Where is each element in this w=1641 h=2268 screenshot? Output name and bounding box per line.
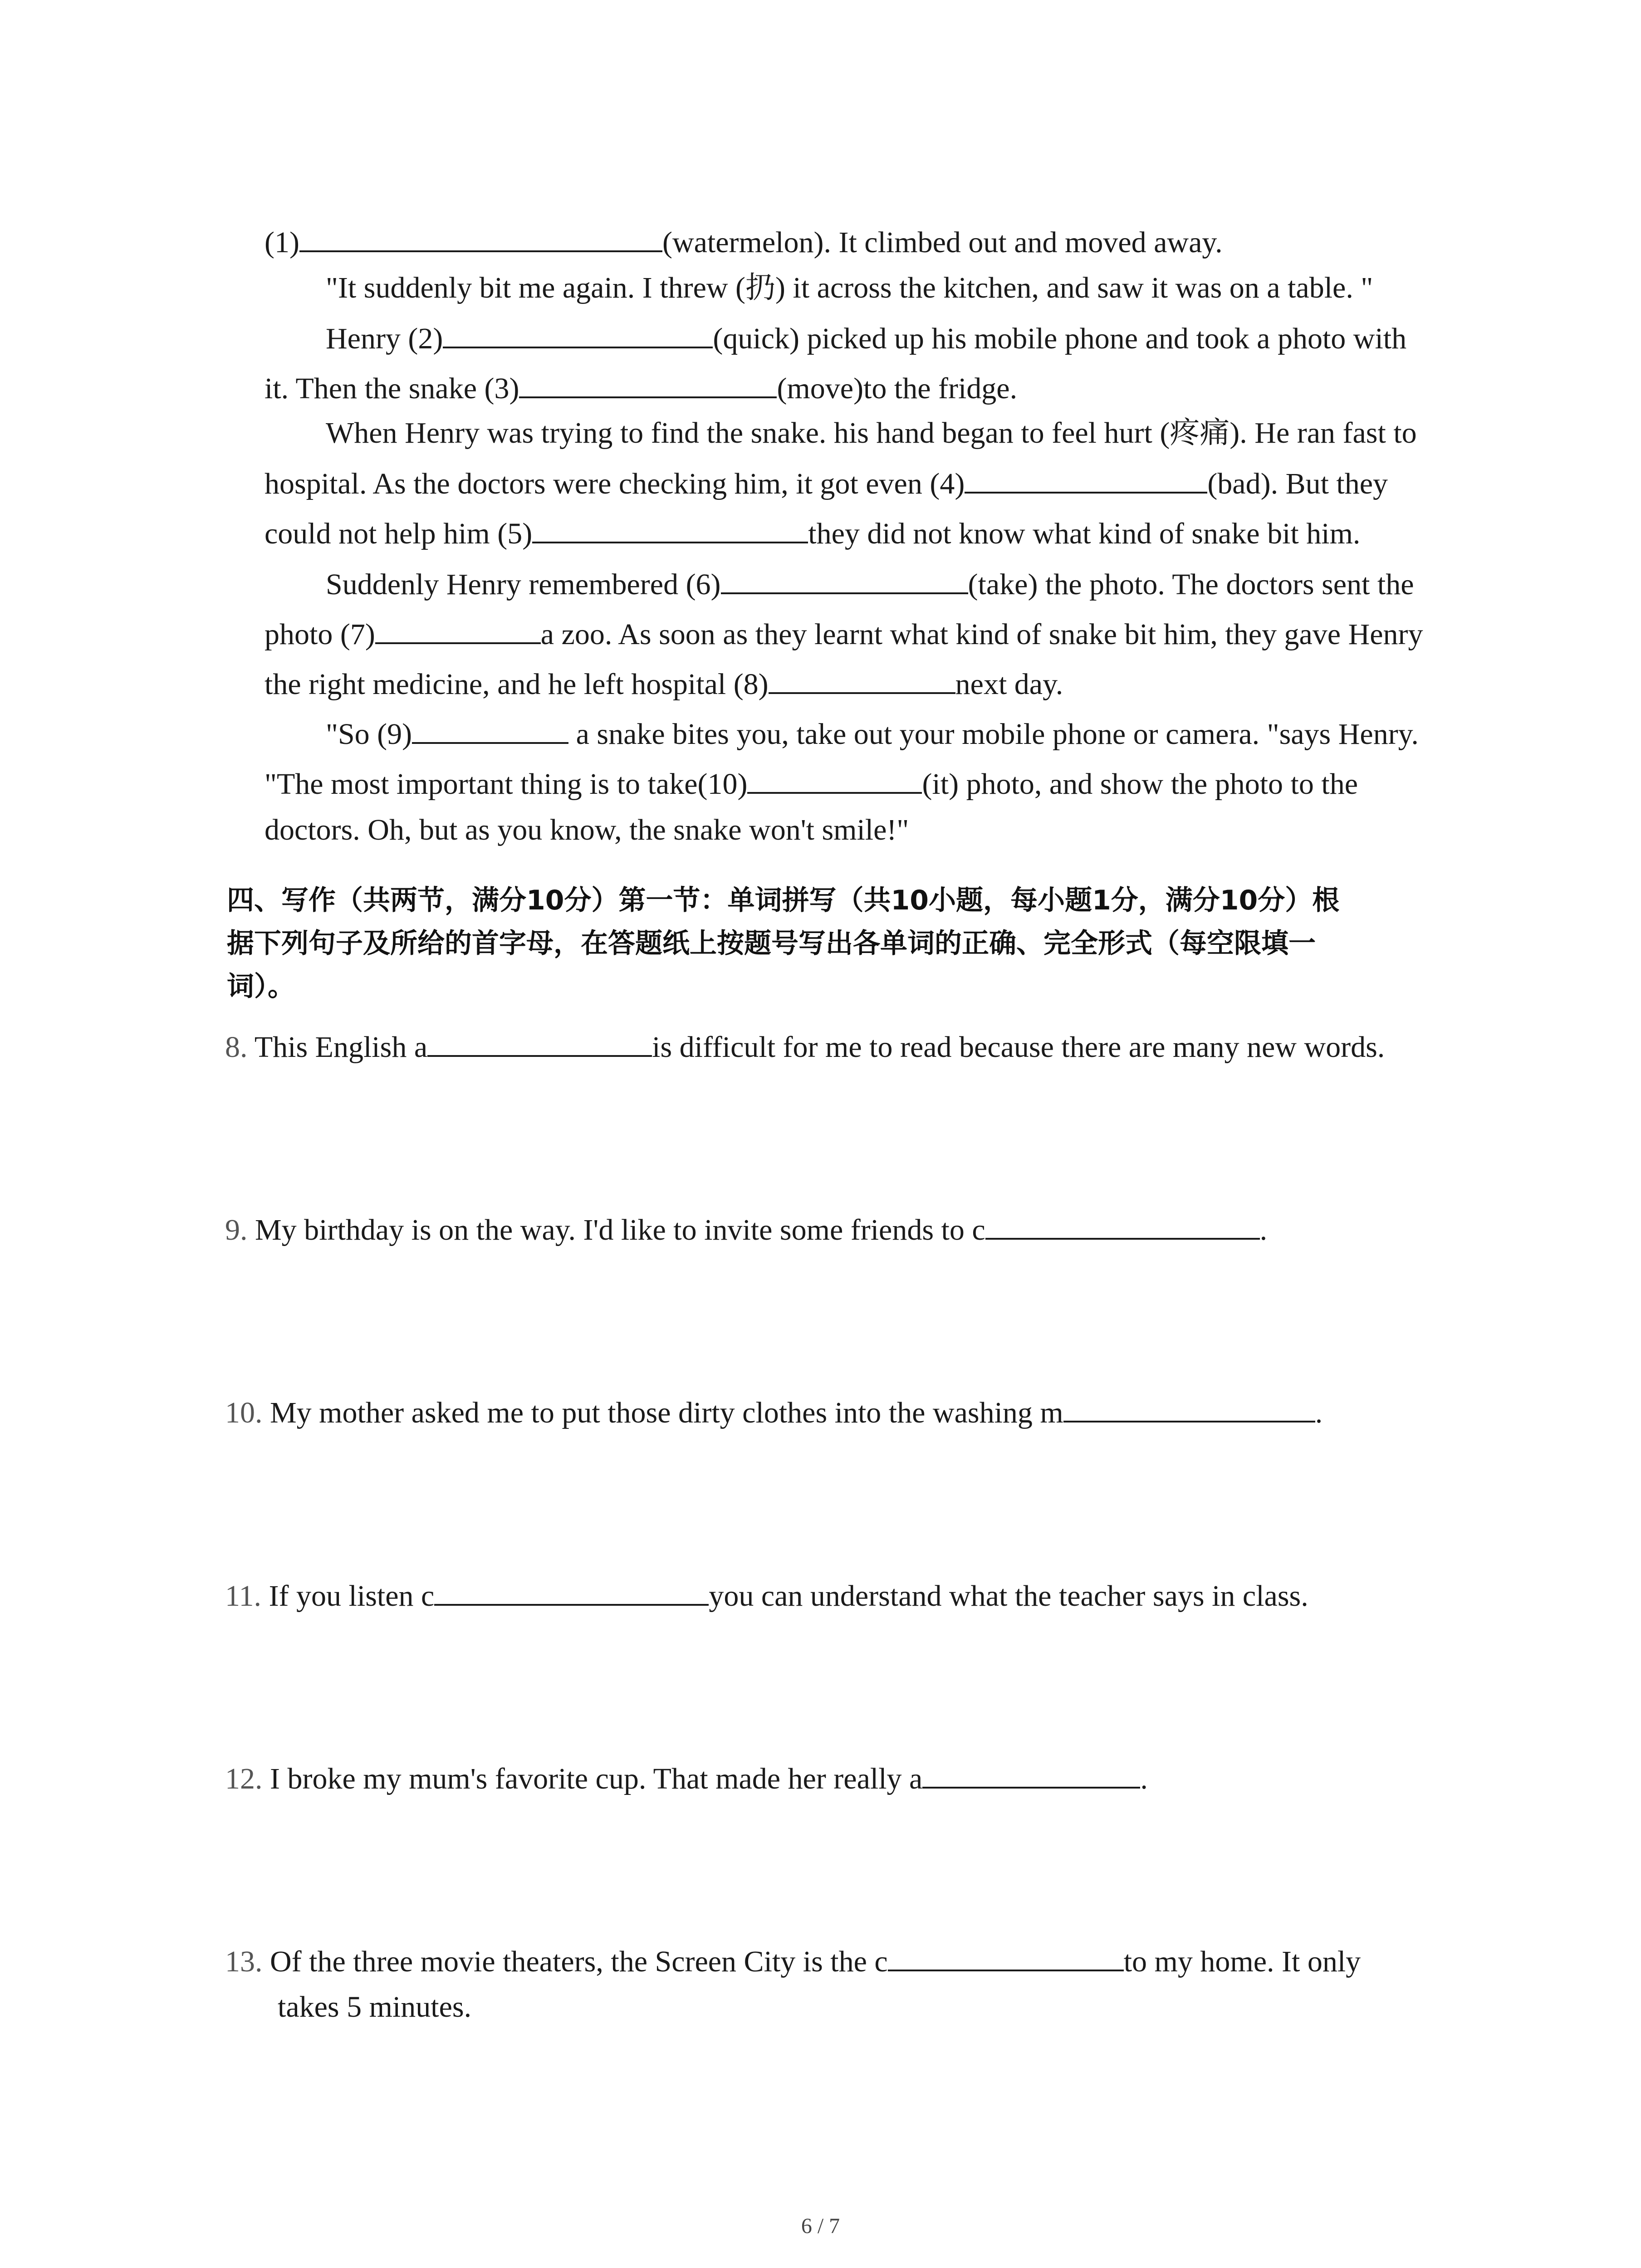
question-text: My birthday is on the way. I'd like to invite some friends to c [255, 1213, 985, 1246]
answer-blank-q10[interactable] [1063, 1392, 1315, 1422]
passage-text: doctors. Oh, but as you know, the snake won't smile!" [265, 813, 909, 846]
answer-blank-6[interactable] [721, 563, 968, 594]
passage-text: "So (9) [326, 718, 412, 751]
answer-blank-9[interactable] [412, 713, 568, 744]
answer-blank-10[interactable] [747, 763, 922, 794]
answer-blank-q12[interactable] [922, 1758, 1140, 1789]
passage-line-6 [265, 463, 1388, 504]
passage-text: Suddenly Henry remembered (6) [326, 568, 721, 601]
passage-text: (1) [265, 226, 299, 259]
question-number: 9. [225, 1213, 248, 1246]
passage-line-8 [326, 563, 1414, 605]
passage-text: "It suddenly bit me again. I threw (扔) it across the kitchen, and saw it was on a table. " [326, 271, 1373, 304]
question-13-continuation [278, 1987, 471, 2028]
passage-text: it. Then the snake (3) [265, 372, 519, 405]
answer-blank-q8[interactable] [427, 1026, 652, 1057]
passage-text: (bad). But they [1207, 467, 1388, 500]
passage-line-3 [326, 318, 1406, 359]
passage-text: could not help him (5) [265, 517, 533, 550]
passage-text: (it) photo, and show the photo to the [922, 767, 1358, 801]
passage-text: (move)to the fridge. [777, 372, 1018, 405]
passage-line-9 [265, 613, 1423, 655]
section-heading-line-2: 据下列句子及所给的首字母，在答题纸上按题号写出各单词的正确、完全形式（每空限填一 [227, 928, 1316, 959]
passage-text: the right medicine, and he left hospital (8) [265, 668, 769, 701]
question-text: . [1315, 1396, 1323, 1429]
page-indicator: 6 / 7 [801, 2214, 840, 2238]
passage-text: a zoo. As soon as they learnt what kind of snake bit him, they gave Henry [540, 618, 1423, 651]
question-9 [225, 1209, 1267, 1251]
question-number: 8. [225, 1031, 248, 1064]
question-10 [225, 1392, 1323, 1433]
question-text: I broke my mum's favorite cup. That made her really a [270, 1762, 923, 1795]
passage-text: "The most important thing is to take(10) [265, 767, 748, 801]
answer-blank-q11[interactable] [434, 1575, 709, 1606]
question-text: My mother asked me to put those dirty clothes into the washing m [270, 1396, 1063, 1429]
question-11 [225, 1575, 1308, 1617]
passage-line-5 [326, 413, 1417, 454]
passage-text: Henry (2) [326, 322, 443, 355]
passage-line-2 [326, 268, 1373, 308]
section-heading-line-1: 四、写作（共两节，满分10分）第一节：单词拼写（共10小题，每小题1分，满分10分）根 [227, 885, 1340, 916]
question-text: Of the three movie theaters, the Screen City is the c [270, 1945, 888, 1978]
passage-text: When Henry was trying to find the snake. his hand began to feel hurt (疼痛). He ran fast to [326, 416, 1417, 450]
section-heading-line-3: 词）。 [227, 971, 295, 1002]
passage-line-13 [265, 810, 909, 850]
question-text: This English a [254, 1031, 428, 1064]
passage-line-12 [265, 763, 1358, 805]
answer-blank-1[interactable] [299, 221, 662, 252]
answer-blank-q9[interactable] [985, 1209, 1260, 1240]
question-number: 12. [225, 1762, 263, 1795]
question-number: 11. [225, 1579, 262, 1613]
question-text: is difficult for me to read because there are many new words. [652, 1031, 1385, 1064]
question-text: . [1259, 1213, 1268, 1246]
question-12 [225, 1758, 1148, 1799]
passage-text: hospital. As the doctors were checking him, it got even (4) [265, 467, 965, 500]
question-13 [225, 1941, 1361, 1982]
passage-line-10 [265, 663, 1063, 705]
passage-text: (watermelon). It climbed out and moved away. [662, 226, 1223, 259]
question-text: If you listen c [269, 1579, 435, 1613]
passage-text: photo (7) [265, 618, 375, 651]
answer-blank-4[interactable] [965, 463, 1207, 494]
answer-blank-8[interactable] [769, 663, 955, 694]
question-number: 13. [225, 1945, 263, 1978]
passage-line-7 [265, 513, 1360, 554]
question-text: . [1140, 1762, 1148, 1795]
answer-blank-3[interactable] [519, 367, 777, 398]
passage-line-11 [326, 713, 1419, 755]
answer-blank-7[interactable] [375, 613, 541, 644]
passage-text: (quick) picked up his mobile phone and took a photo with [713, 322, 1407, 355]
passage-text: they did not know what kind of snake bit him. [808, 517, 1361, 550]
question-text: you can understand what the teacher says in class. [709, 1579, 1308, 1613]
answer-blank-q13[interactable] [888, 1941, 1124, 1971]
question-text: takes 5 minutes. [278, 1990, 472, 2024]
passage-text: a snake bites you, take out your mobile phone or camera. "says Henry. [568, 718, 1419, 751]
question-8 [225, 1026, 1385, 1068]
passage-text: (take) the photo. The doctors sent the [968, 568, 1414, 601]
passage-line-1 [265, 221, 1223, 263]
passage-line-4 [265, 367, 1017, 409]
question-text: to my home. It only [1123, 1945, 1361, 1978]
question-number: 10. [225, 1396, 263, 1429]
passage-text: next day. [955, 668, 1063, 701]
answer-blank-5[interactable] [532, 513, 808, 543]
answer-blank-2[interactable] [443, 318, 713, 348]
